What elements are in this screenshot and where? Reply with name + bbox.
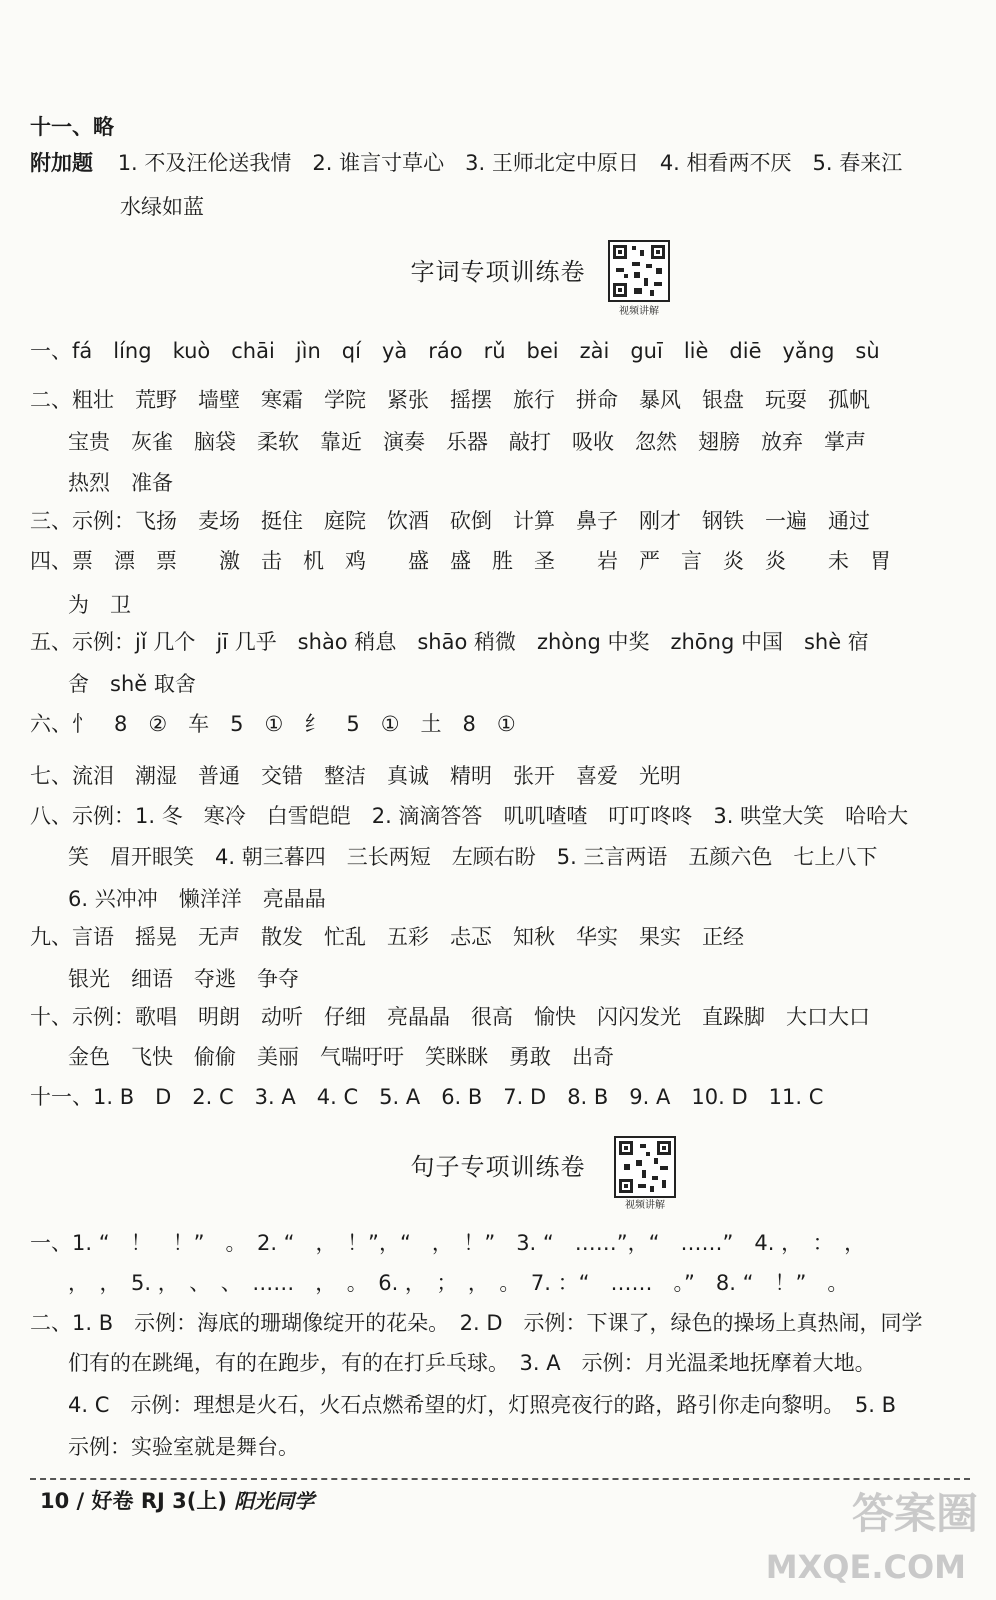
page-footer	[40, 1488, 314, 1514]
answer-line: 七、流泪 潮湿 普通 交错 整洁 真诚 精明 张开 喜爱 光明	[30, 764, 681, 788]
footer-text: / 好卷 RJ 3(上)	[76, 1489, 227, 1513]
answer-line: 4. C 示例：理想是火石，火石点燃希望的灯，灯照亮夜行的路，路引你走向黎明。 5. B	[68, 1393, 896, 1417]
section-title-sentences: 句子专项训练卷	[410, 1153, 586, 1181]
answer-line: 为 卫	[68, 593, 131, 617]
answer-line: 六、忄 8 ② 车 5 ① 纟 5 ① 土 8 ①	[30, 712, 516, 736]
watermark-url: MXQE.COM	[765, 1548, 966, 1586]
section-title-words: 字词专项训练卷	[410, 258, 586, 286]
answer-line: 一、1. “ ！ ！” 。 2. “ ， ！”，“ ， ！” 3. “ ……”，“ ……” 4. ， ： ，	[30, 1231, 866, 1255]
answer-line: 笑 眉开眼笑 4. 朝三暮四 三长两短 左顾右盼 5. 三言两语 五颜六色 七上八下	[68, 845, 878, 869]
answer-line: ， ， 5. ， 、 、 …… ， 。 6. ， ； ， 。 7. ：“ …… 。” 8. “ ！” 。	[68, 1271, 849, 1295]
answer-line: 宝贵 灰雀 脑袋 柔软 靠近 演奏 乐器 敲打 吸收 忽然 翅膀 放弃 掌声	[68, 430, 866, 454]
answer-line: 八、示例：1. 冬 寒冷 白雪皑皑 2. 滴滴答答 叽叽喳喳 叮叮咚咚 3. 哄堂大笑 哈哈大	[30, 804, 909, 828]
answer-line: 四、票 漂 票 激 击 机 鸡 盛 盛 胜 圣 岩 严 言 炎 炎 未 胃	[30, 549, 891, 573]
page-number: 10	[40, 1489, 70, 1513]
answer-line: 舍 shě 取舍	[68, 672, 196, 696]
answer-line: 水绿如蓝	[120, 195, 204, 219]
watermark: 答案圈	[851, 1489, 978, 1538]
appendix-answers: 1. 不及汪伦送我情 2. 谁言寸草心 3. 王师北定中原日 4. 相看两不厌 5. 春来江	[117, 151, 903, 175]
appendix-line	[30, 150, 970, 176]
answer-line: 十一、略	[30, 115, 114, 139]
answer-line: 金色 飞快 偷偷 美丽 气喘吁吁 笑眯眯 勇敢 出奇	[68, 1045, 614, 1069]
answer-line: 十、示例：歌唱 明朗 动听 仔细 亮晶晶 很高 愉快 闪闪发光 直跺脚 大口大口	[30, 1005, 870, 1029]
footer-divider	[30, 1478, 970, 1480]
answer-line: 热烈 准备	[68, 471, 173, 495]
answer-line: 十一、1. B D 2. C 3. A 4. C 5. A 6. B 7. D 8. B 9. A 10. D 11. C	[30, 1085, 824, 1109]
answer-line: 银光 细语 夺逃 争夺	[68, 967, 299, 991]
answer-line: 们有的在跳绳，有的在跑步，有的在打乒乓球。 3. A 示例：月光温柔地抚摩着大地。	[68, 1351, 876, 1375]
answer-line: 6. 兴冲冲 懒洋洋 亮晶晶	[68, 887, 326, 911]
qr-code-icon	[614, 1136, 676, 1198]
brand-logo: 阳光同学	[234, 1489, 315, 1513]
answer-line: 二、粗壮 荒野 墙壁 寒霜 学院 紧张 摇摆 旅行 拼命 暴风 银盘 玩耍 孤帆	[30, 388, 870, 412]
answer-line: 五、示例：jǐ 几个 jī 几乎 shào 稍息 shāo 稍微 zhòng 中奖 zhōng 中国 shè 宿	[30, 630, 869, 654]
qr-code-icon	[608, 240, 670, 302]
answer-line: 九、言语 摇晃 无声 散发 忙乱 五彩 忐忑 知秋 华实 果实 正经	[30, 925, 744, 949]
answer-line: 一、fá líng kuò chāi jìn qí yà ráo rǔ bei zài guī liè diē yǎng sù	[30, 339, 880, 363]
appendix-label: 附加题	[30, 151, 93, 175]
answer-line: 三、示例：飞扬 麦场 挺住 庭院 饮酒 砍倒 计算 鼻子 刚才 钢铁 一遍 通过	[30, 509, 870, 533]
qr-caption: 视频讲解	[625, 1200, 665, 1211]
answer-line: 示例：实验室就是舞台。	[68, 1435, 299, 1459]
answer-line: 二、1. B 示例：海底的珊瑚像绽开的花朵。 2. D 示例：下课了，绿色的操场上真热闹，同学	[30, 1311, 923, 1335]
qr-caption: 视频讲解	[619, 306, 659, 317]
